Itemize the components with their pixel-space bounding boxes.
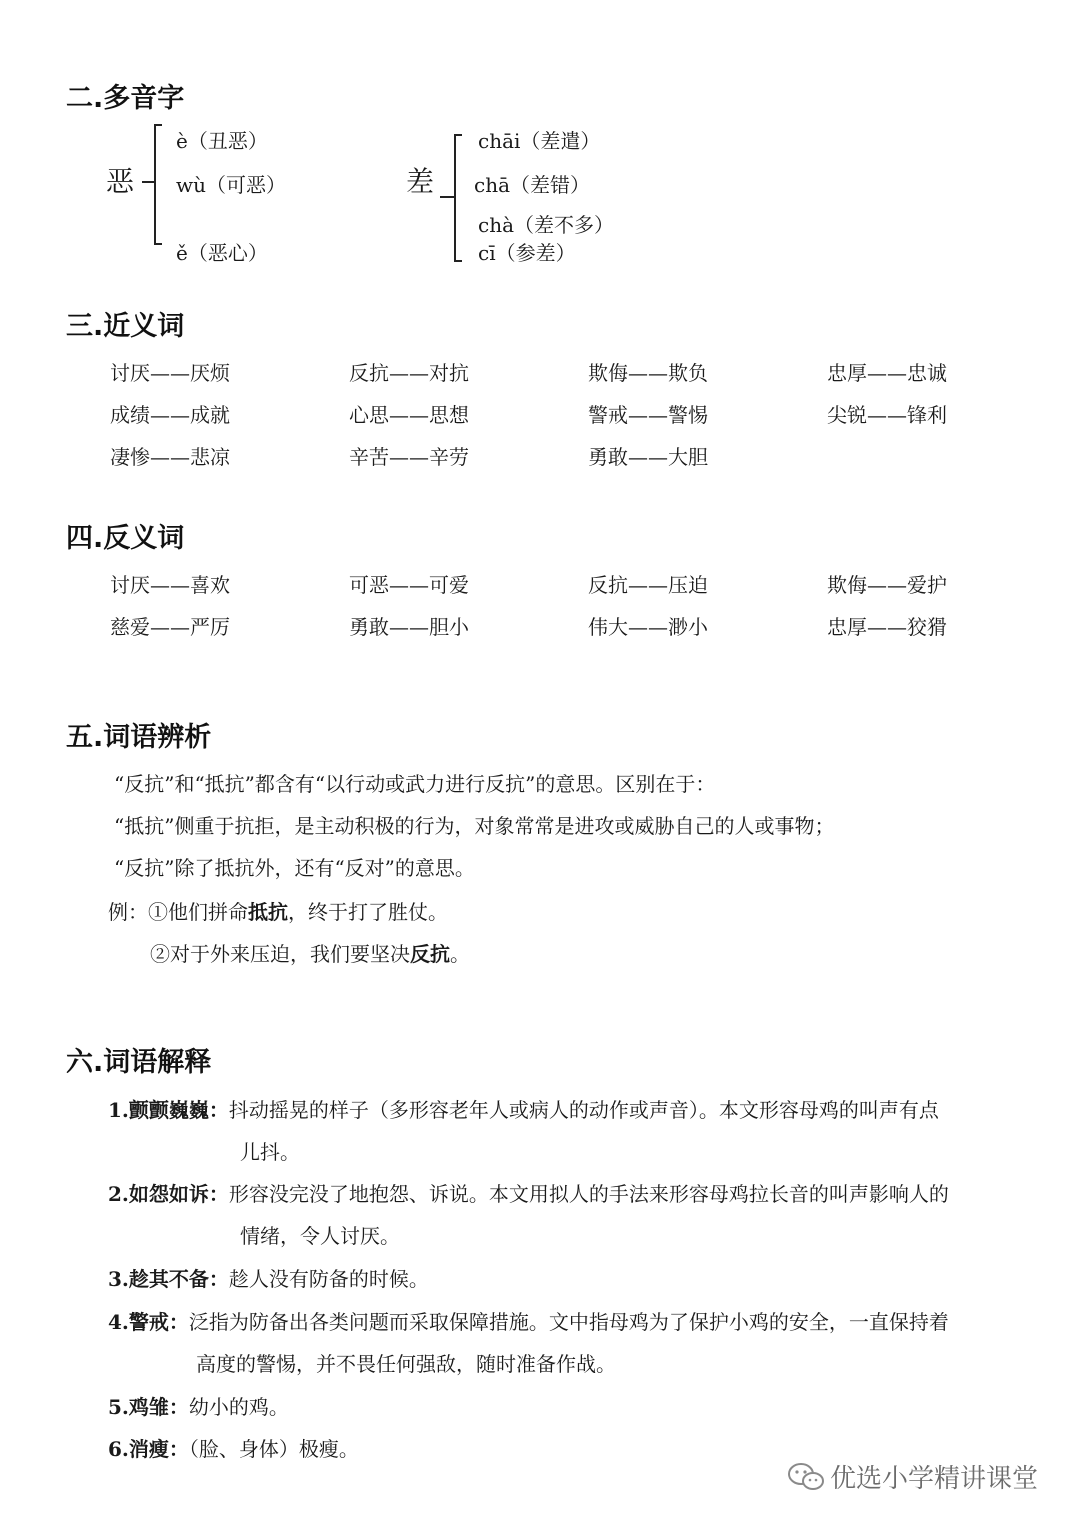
example-2-keyword: 反抗 bbox=[410, 942, 450, 966]
definition-text: 泛指为防备出各类问题而采取保障措施。文中指母鸡为了保护小鸡的安全，一直保持着 bbox=[188, 1310, 949, 1334]
definition-text: 趁人没有防备的时候。 bbox=[228, 1267, 429, 1291]
watermark-text: 优选小学精讲课堂 bbox=[830, 1464, 1039, 1494]
definition-term: 4.警戒： bbox=[108, 1310, 189, 1334]
reading-e-3: ě（恶心） bbox=[176, 241, 268, 265]
example-2-text: ②对于外来压迫，我们要坚决 bbox=[150, 942, 410, 966]
example-sentence-1 bbox=[108, 896, 448, 925]
synonym-pair: 成绩——成就 bbox=[110, 403, 230, 427]
wechat-icon bbox=[786, 1460, 826, 1494]
antonym-pair: 讨厌——喜欢 bbox=[110, 573, 230, 597]
definition-text: （脸、身体）极瘦。 bbox=[188, 1437, 359, 1461]
analysis-paragraph-1: “反抗”和“抵抗”都含有“以行动或武力进行反抗”的意思。区别在于： bbox=[114, 772, 716, 796]
example-1-keyword: 抵抗 bbox=[248, 900, 288, 924]
brace-tick-cha bbox=[440, 196, 454, 198]
definition-item-2 bbox=[108, 1178, 949, 1207]
synonym-pair: 忠厚——忠诚 bbox=[827, 361, 947, 385]
reading-e-2: wù（可恶） bbox=[176, 173, 286, 197]
reading-cha-2: chā（差错） bbox=[474, 173, 591, 197]
section-title-word-analysis: 五.词语辨析 bbox=[66, 722, 212, 753]
synonym-pair: 欺侮——欺负 bbox=[588, 361, 708, 385]
reading-cha-4: cī（参差） bbox=[478, 241, 576, 265]
definition-item-5 bbox=[108, 1391, 289, 1420]
brace-e bbox=[154, 124, 162, 245]
reading-cha-1: chāi（差遣） bbox=[478, 129, 601, 153]
synonym-pair: 心思——思想 bbox=[349, 403, 469, 427]
definition-term: 1.颤颤巍巍： bbox=[108, 1098, 229, 1122]
definition-term: 3.趁其不备： bbox=[108, 1267, 229, 1291]
definition-item-6 bbox=[108, 1433, 359, 1462]
synonym-pair: 尖锐——锋利 bbox=[827, 403, 947, 427]
synonym-pair: 勇敢——大胆 bbox=[588, 445, 708, 469]
definition-item-4 bbox=[108, 1306, 949, 1335]
definition-term: 6.消瘦： bbox=[108, 1437, 189, 1461]
antonym-pair: 欺侮——爱护 bbox=[827, 573, 947, 597]
synonym-pair: 讨厌——厌烦 bbox=[110, 361, 230, 385]
antonym-pair: 勇敢——胆小 bbox=[349, 615, 469, 639]
definition-term: 2.如怨如诉： bbox=[108, 1182, 229, 1206]
section-title-word-explanation: 六.词语解释 bbox=[66, 1047, 212, 1078]
synonym-pair: 警戒——警惕 bbox=[588, 403, 708, 427]
definition-text: 抖动摇晃的样子（多形容老年人或病人的动作或声音）。本文形容母鸡的叫声有点 bbox=[228, 1098, 939, 1122]
definition-term: 5.鸡雏： bbox=[108, 1395, 189, 1419]
antonym-pair: 伟大——渺小 bbox=[588, 615, 708, 639]
synonym-pair: 凄惨——悲凉 bbox=[110, 445, 230, 469]
example-sentence-2 bbox=[150, 938, 470, 967]
definition-text-continued: 情绪，令人讨厌。 bbox=[240, 1224, 400, 1248]
section-title-antonyms: 四.反义词 bbox=[66, 523, 185, 554]
definition-text: 形容没完没了地抱怨、诉说。本文用拟人的手法来形容母鸡拉长音的叫声影响人的 bbox=[228, 1182, 949, 1206]
example-1-text: 例：①他们拼命 bbox=[108, 900, 248, 924]
section-title-polyphonic: 二.多音字 bbox=[66, 83, 185, 114]
example-1-text-end: ，终于打了胜仗。 bbox=[288, 900, 448, 924]
synonym-pair: 反抗——对抗 bbox=[349, 361, 469, 385]
analysis-paragraph-2: “抵抗”侧重于抗拒，是主动积极的行为，对象常常是进攻或威胁自己的人或事物； bbox=[114, 814, 835, 838]
antonym-pair: 忠厚——狡猾 bbox=[827, 615, 947, 639]
example-2-text-end: 。 bbox=[450, 942, 470, 966]
reading-cha-3: chà（差不多） bbox=[478, 213, 615, 237]
polyphonic-char-e: 恶 bbox=[106, 165, 135, 198]
brace-cha bbox=[454, 134, 462, 262]
brace-tick-e bbox=[142, 181, 154, 183]
definition-item-1 bbox=[108, 1094, 939, 1123]
antonym-pair: 可恶——可爱 bbox=[349, 573, 469, 597]
definition-text: 幼小的鸡。 bbox=[188, 1395, 289, 1419]
reading-e-1: è（丑恶） bbox=[176, 129, 268, 153]
polyphonic-char-cha: 差 bbox=[406, 165, 435, 198]
definition-text-continued: 高度的警惕，并不畏任何强敌，随时准备作战。 bbox=[196, 1352, 616, 1376]
antonym-pair: 反抗——压迫 bbox=[588, 573, 708, 597]
analysis-paragraph-3: “反抗”除了抵抗外，还有“反对”的意思。 bbox=[114, 856, 475, 880]
definition-text-continued: 儿抖。 bbox=[240, 1140, 300, 1164]
section-title-synonyms: 三.近义词 bbox=[66, 311, 185, 342]
synonym-pair: 辛苦——辛劳 bbox=[349, 445, 469, 469]
antonym-pair: 慈爱——严厉 bbox=[110, 615, 230, 639]
definition-item-3 bbox=[108, 1263, 429, 1292]
